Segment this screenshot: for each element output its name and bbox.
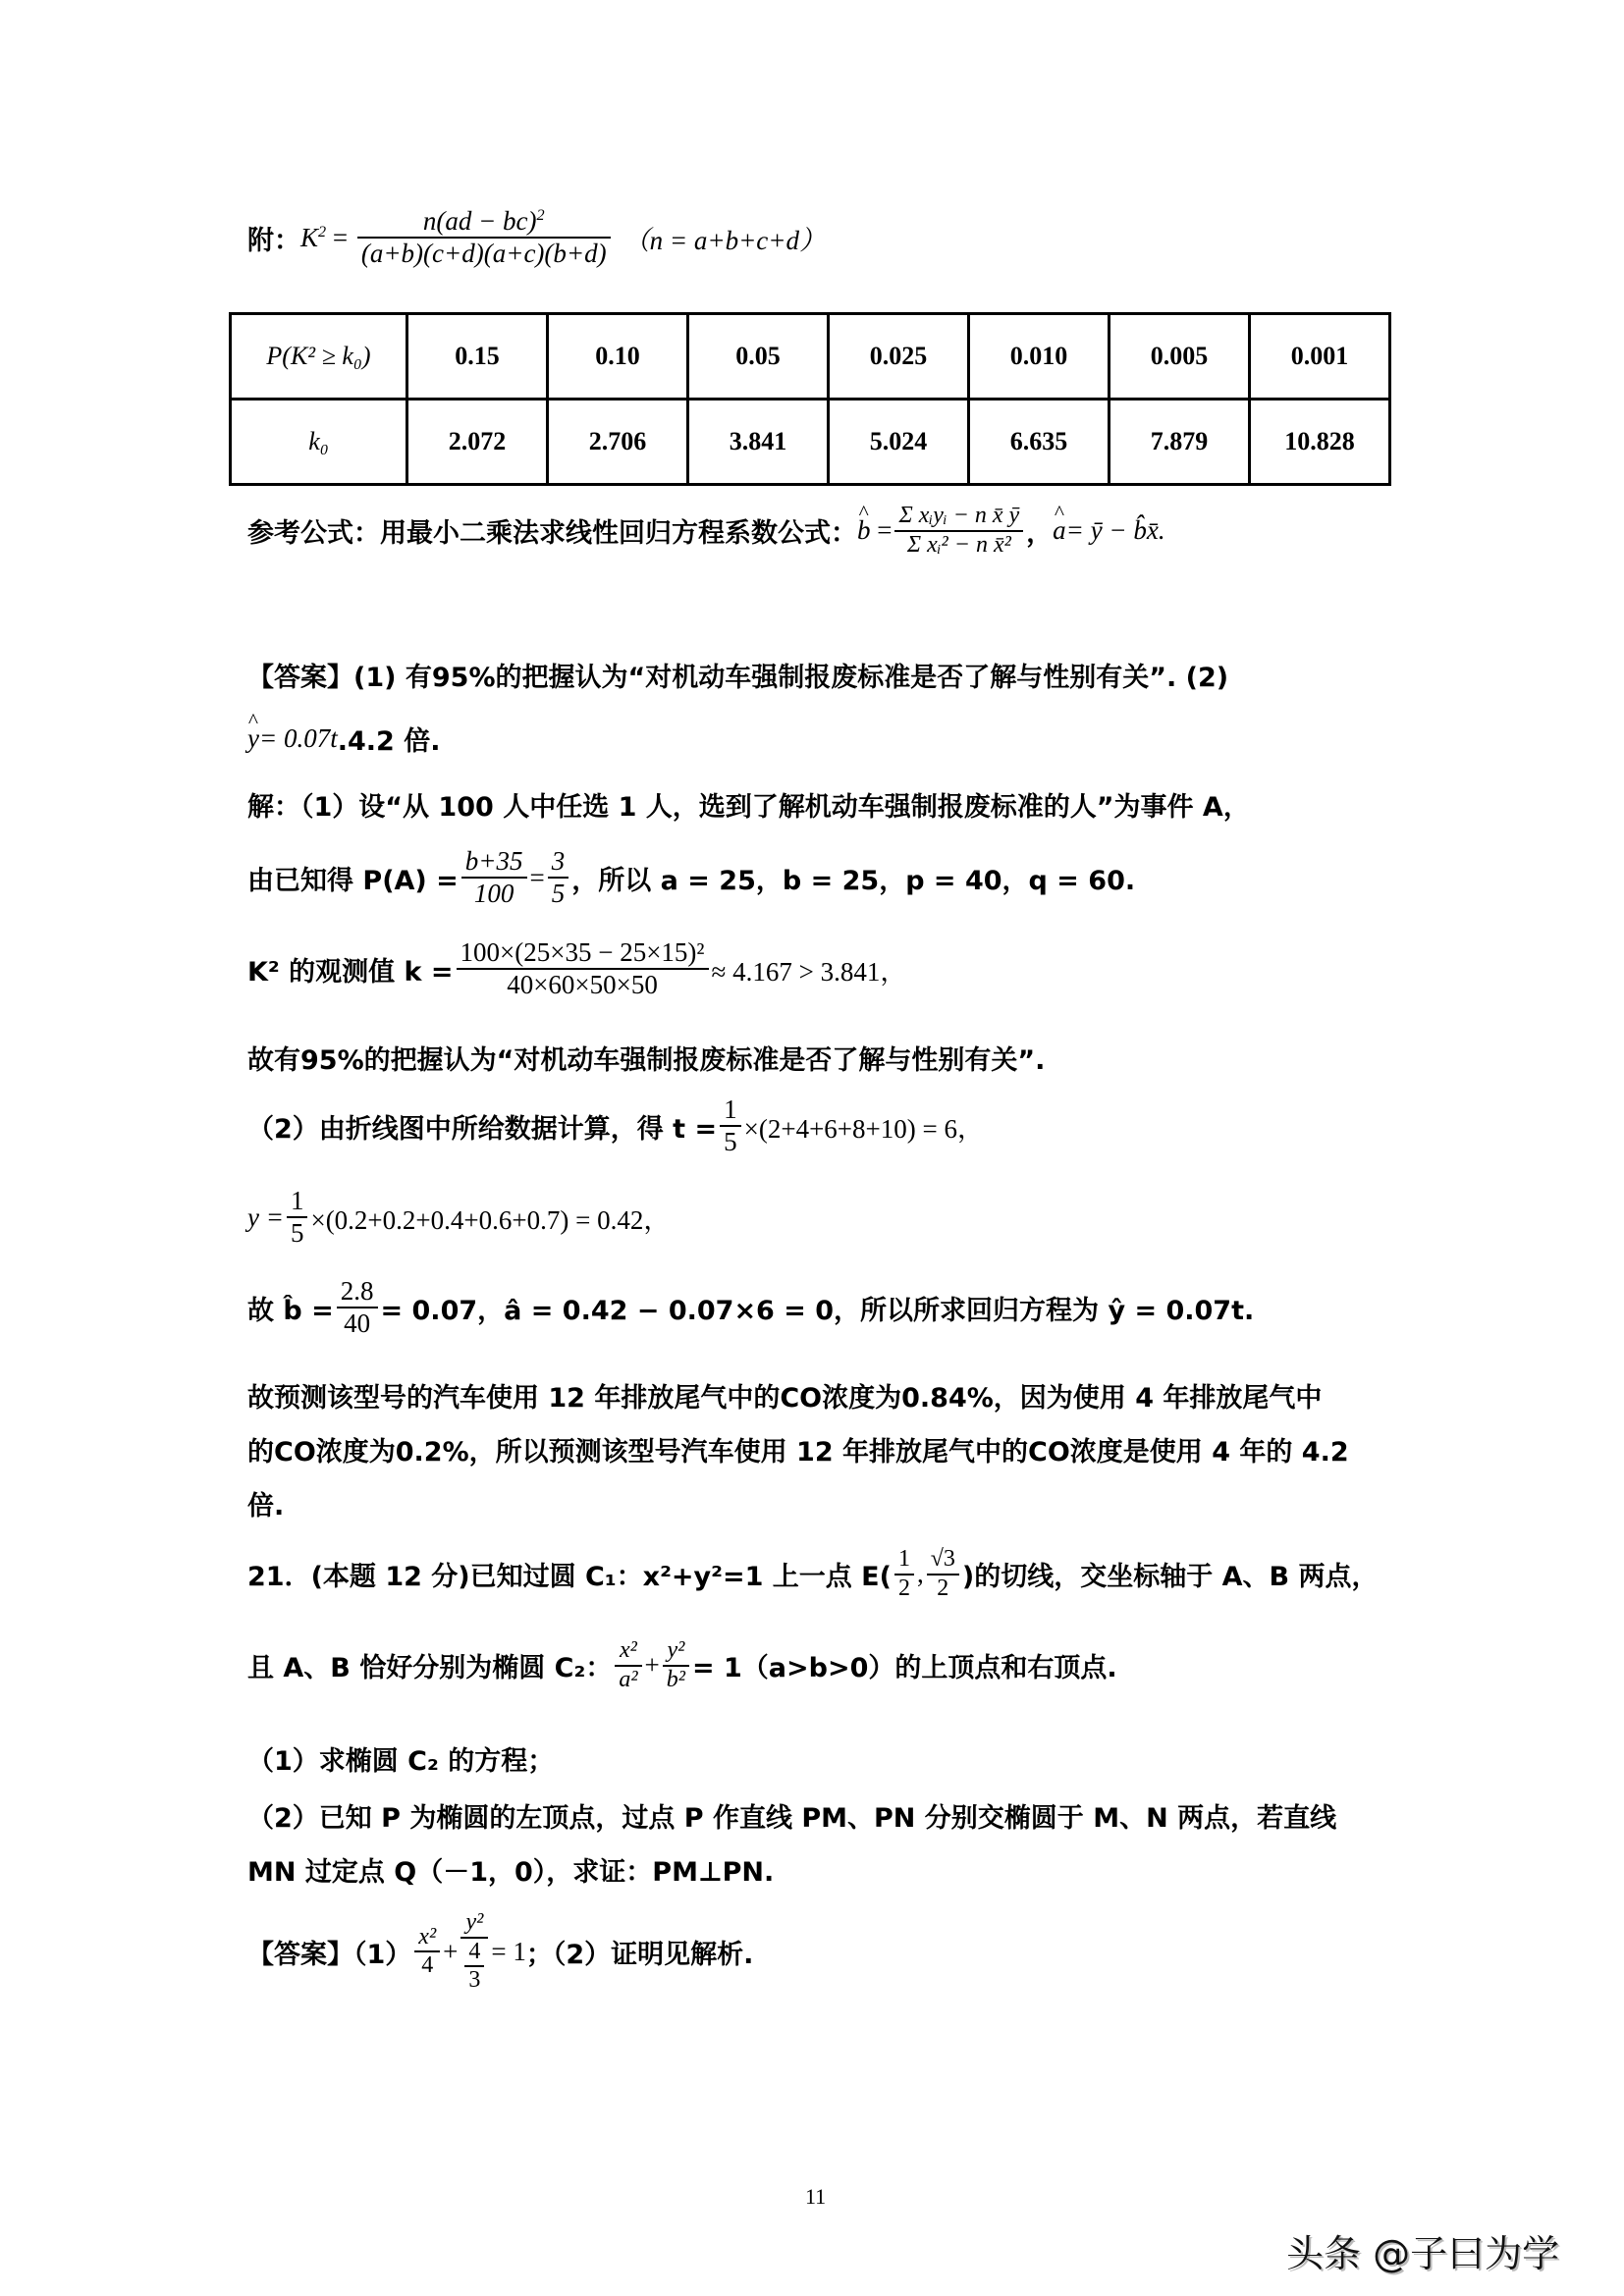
table-row-p <box>231 314 1390 400</box>
solution-line9: 的CO浓度为0.2%，所以预测该型号汽车使用 12 年排放尾气中的CO浓度是使用 4 年的 4.2 <box>247 1437 1349 1468</box>
solution-line1: 解：（1）设“从 100 人中任选 1 人，选到了解机动车强制报废标准的人”为事件 A， <box>247 792 1250 823</box>
p-cell: 0.05 <box>688 314 829 400</box>
k-cell: 2.072 <box>407 400 548 485</box>
p-cell: 0.15 <box>407 314 548 400</box>
solution-line7: 故 b̂ = $\frac{2.8}{40}$ = 0.07，â = 0.42 − 0.07×6 = 0，所以所求回归方程为 ŷ = 0.07t. <box>247 1276 1255 1339</box>
p-cell: 0.010 <box>969 314 1110 400</box>
problem21-q2b: MN 过定点 Q（－1，0），求证：PM⊥PN. <box>247 1857 775 1888</box>
page-number: 11 <box>805 2184 827 2209</box>
row-header-p: P(K² ≥ k₀) <box>231 314 407 400</box>
solution-line10: 倍. <box>247 1491 285 1522</box>
solution-line3: K² 的观测值 k = $\frac{\text{100×(25×35 − 25×15)²}}{40\times 60\times 50\times 50}$ ≈ 4.167 > 3.841， <box>247 937 907 1000</box>
n-condition: （n = a+b+c+d） <box>623 225 826 255</box>
reference-label: 参考公式：用最小二乘法求线性回归方程系数公式： <box>247 518 857 550</box>
k-cell: 5.024 <box>829 400 969 485</box>
p-cell: 0.10 <box>548 314 688 400</box>
a-hat: ^ a <box>1053 515 1066 546</box>
appendix-label: 附： <box>247 225 300 256</box>
answer21: 【答案】（1） $\frac{\text{x²}}{4}$ + $\frac{\text{y²}}{\frac{4}{3}}$ = 1 ；（2）证明见解析. <box>247 1909 754 1994</box>
b-hat-fraction: $\frac{\text{Σ xᵢyᵢ − n x̄ ȳ}}{\text{Σ xᵢ² − n x̄²}}$ <box>894 503 1023 559</box>
problem21-q1: （1）求椭圆 C₂ 的方程； <box>247 1746 555 1777</box>
critical-value-table <box>229 312 1391 486</box>
y-hat: ^ y <box>247 723 259 754</box>
answer20-line2: ^ y = 0.07t .4.2 倍. <box>247 720 440 758</box>
problem21-line1: 21．(本题 12 分)已知过圆 C₁：x²+y²=1 上一点 E( $\frac{1}{2}$ , $\frac{√3}{2}$ )的切线，交坐标轴于 A、B 两点， <box>247 1546 1379 1601</box>
k-cell: 7.879 <box>1110 400 1250 485</box>
a-hat-formula: = ȳ − b̂x̄. <box>1065 515 1165 546</box>
b-hat: ^ b <box>857 515 871 546</box>
problem21-line2: 且 A、B 恰好分别为椭圆 C₂： $\frac{\text{x²}}{\text{a²}}$ + $\frac{\text{y²}}{\text{b²}}$ = 1（a>b>0）的上顶点和右顶点. <box>247 1637 1117 1692</box>
k-cell: 10.828 <box>1250 400 1390 485</box>
p-cell: 0.025 <box>829 314 969 400</box>
answer20-part1: (1) 有95%的把握认为“对机动车强制报废标准是否了解与性别有关”. (2) <box>353 663 1229 693</box>
solution-line4: 故有95%的把握认为“对机动车强制报废标准是否了解与性别有关”. <box>247 1045 1046 1076</box>
row-header-k: k₀ <box>231 400 407 485</box>
solution-line2: 由已知得 P(A) = $\frac{b+35}{100}$ = $\frac{3}{5}$ ，所以 a = 25，b = 25，p = 40，q = 60. <box>247 846 1136 909</box>
answer20-line1 <box>247 656 1228 694</box>
p-cell: 0.001 <box>1250 314 1390 400</box>
k-cell: 6.635 <box>969 400 1110 485</box>
k-squared: $K^2$ <box>300 222 327 252</box>
reference-formula: 参考公式：用最小二乘法求线性回归方程系数公式： ^ b = $\frac{\text{Σ xᵢyᵢ − n x̄ ȳ}}{\text{Σ xᵢ² − n x̄²}}$ ， ^ a = ȳ − b̂x̄. <box>247 503 1165 559</box>
answer-label: 【答案】 <box>247 663 353 693</box>
watermark: 头条 @子曰为学 <box>1286 2232 1560 2275</box>
k-cell: 3.841 <box>688 400 829 485</box>
chi-square-fraction: $\frac{n(ad - bc)^2}{(a+b)(c+d)(a+c)(b+d)}$ <box>357 206 611 269</box>
table-row-k <box>231 400 1390 485</box>
solution-line6: y = $\frac{1}{5}$ ×(0.2+0.2+0.4+0.6+0.7) = 0.42， <box>247 1186 671 1249</box>
problem21-q2: （2）已知 P 为椭圆的左顶点，过点 P 作直线 PM、PN 分别交椭圆于 M、N 两点，若直线 <box>247 1803 1337 1834</box>
appendix-formula: 附： $K^2$ = $\frac{n(ad - bc)^2}{(a+b)(c+d)(a+c)(b+d)}$ （n = a+b+c+d） <box>247 206 826 269</box>
solution-line8: 故预测该型号的汽车使用 12 年排放尾气中的CO浓度为0.84%，因为使用 4 年排放尾气中 <box>247 1383 1323 1414</box>
p-cell: 0.005 <box>1110 314 1250 400</box>
k-cell: 2.706 <box>548 400 688 485</box>
solution-line5: （2）由折线图中所给数据计算，得 t = $\frac{1}{5}$ ×(2+4+6+8+10) = 6， <box>247 1095 984 1157</box>
